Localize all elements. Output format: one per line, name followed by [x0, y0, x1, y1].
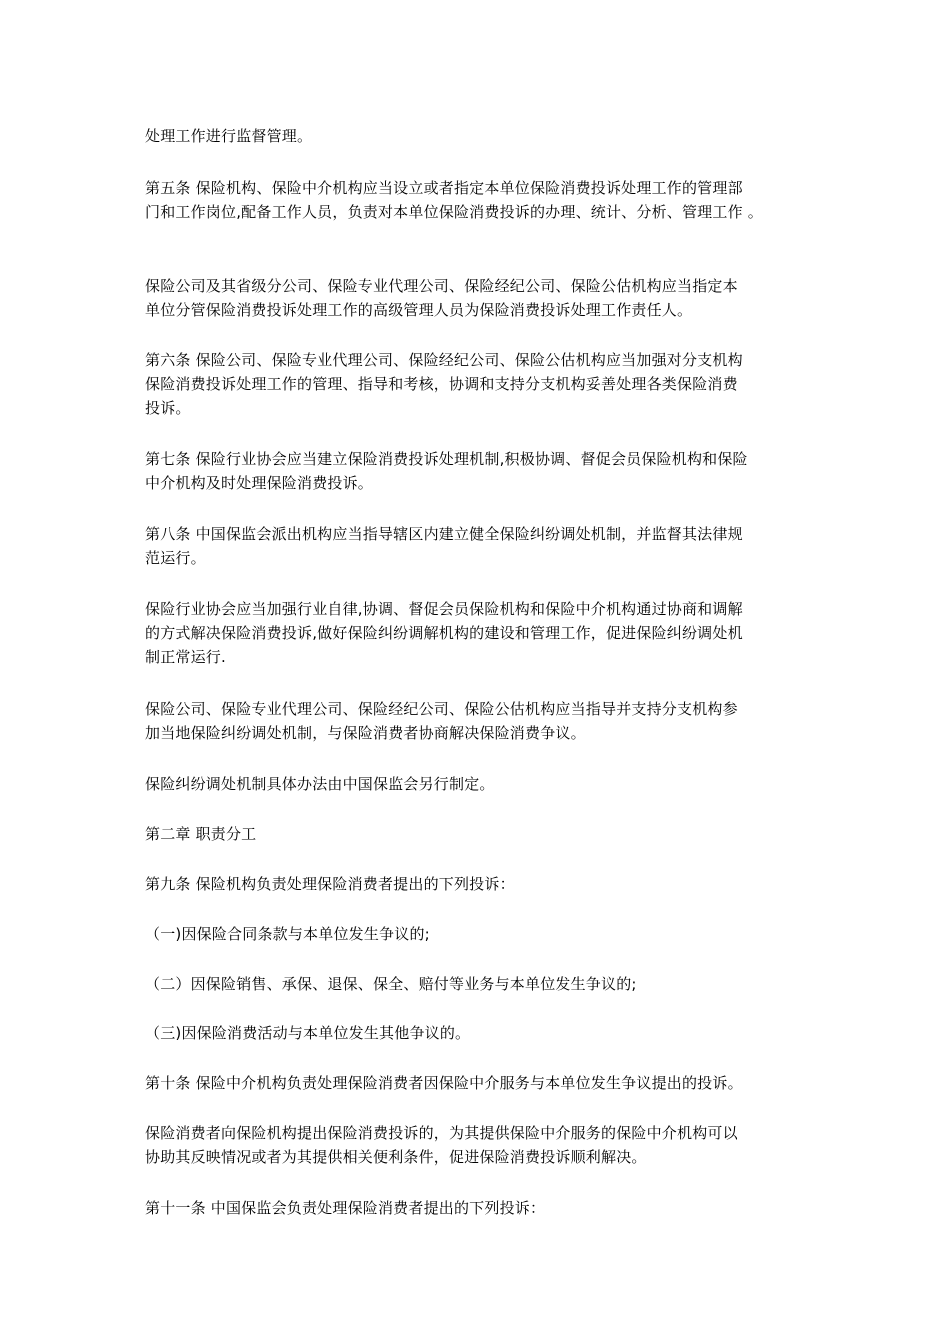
text-line: 投诉。 [145, 399, 191, 417]
paragraph-3 [145, 274, 825, 322]
paragraph-15 [145, 1121, 825, 1169]
paragraph-1 [145, 124, 825, 148]
text-line: 第九条 保险机构负责处理保险消费者提出的下列投诉： [145, 875, 515, 893]
text-line: 协助其反映情况或者为其提供相关便利条件，促进保险消费投诉顺利解决。 [145, 1148, 647, 1166]
text-line: 保险行业协会应当加强行业自律,协调、督促会员保险机构和保险中介机构通过协商和调解 [145, 600, 743, 618]
text-line: （二）因保险销售、承保、退保、保全、赔付等业务与本单位发生争议的; [145, 975, 637, 993]
paragraph-article-7 [145, 447, 825, 495]
text-line: 保险消费投诉处理工作的管理、指导和考核，协调和支持分支机构妥善处理各类保险消费 [145, 375, 738, 393]
text-line: 保险公司、保险专业代理公司、保险经纪公司、保险公估机构应当指导并支持分支机构参 [145, 700, 738, 718]
paragraph-9 [145, 772, 825, 796]
text-line: 第八条 中国保监会派出机构应当指导辖区内建立健全保险纠纷调处机制，并监督其法律规 [145, 525, 743, 543]
text-line: 第十一条 中国保监会负责处理保险消费者提出的下列投诉： [145, 1199, 546, 1217]
text-line: 门和工作岗位,配备工作人员，负责对本单位保险消费投诉的办理、统计、分析、管理工作 。 [145, 203, 763, 221]
text-line: （一)因保险合同条款与本单位发生争议的; [145, 925, 430, 943]
paragraph-article-6 [145, 348, 825, 420]
paragraph-article-5 [145, 176, 825, 224]
text-line: 第十条 保险中介机构负责处理保险消费者因保险中介服务与本单位发生争议提出的投诉。 [145, 1074, 743, 1092]
text-line: 第二章 职责分工 [145, 825, 257, 843]
list-item-2 [145, 972, 825, 996]
list-item-1 [145, 922, 825, 946]
paragraph-8 [145, 697, 825, 745]
chapter-heading [145, 822, 825, 846]
paragraph-article-9 [145, 872, 825, 896]
paragraph-7 [145, 597, 825, 669]
text-line: 第七条 保险行业协会应当建立保险消费投诉处理机制,积极协调、督促会员保险机构和保险 [145, 450, 748, 468]
text-line: 第六条 保险公司、保险专业代理公司、保险经纪公司、保险公估机构应当加强对分支机构 [145, 351, 743, 369]
text-line: 第五条 保险机构、保险中介机构应当设立或者指定本单位保险消费投诉处理工作的管理部 [145, 179, 743, 197]
text-line: 范运行。 [145, 549, 206, 567]
paragraph-article-11 [145, 1196, 825, 1220]
text-line: （三)因保险消费活动与本单位发生其他争议的。 [145, 1024, 471, 1042]
text-line: 中介机构及时处理保险消费投诉。 [145, 474, 374, 492]
text-line: 保险纠纷调处机制具体办法由中国保监会另行制定。 [145, 775, 495, 793]
text-line: 加当地保险纠纷调处机制，与保险消费者协商解决保险消费争议。 [145, 724, 586, 742]
list-item-3 [145, 1021, 825, 1045]
text-line: 的方式解决保险消费投诉,做好保险纠纷调解机构的建设和管理工作，促进保险纠纷调处机 [145, 624, 743, 642]
text-line: 处理工作进行监督管理。 [145, 127, 313, 145]
text-line: 制正常运行. [145, 648, 226, 666]
text-line: 保险消费者向保险机构提出保险消费投诉的，为其提供保险中介服务的保险中介机构可以 [145, 1124, 738, 1142]
text-line: 单位分管保险消费投诉处理工作的高级管理人员为保险消费投诉处理工作责任人。 [145, 301, 693, 319]
text-line: 保险公司及其省级分公司、保险专业代理公司、保险经纪公司、保险公估机构应当指定本 [145, 277, 738, 295]
paragraph-article-8 [145, 522, 825, 570]
paragraph-article-10 [145, 1071, 825, 1095]
